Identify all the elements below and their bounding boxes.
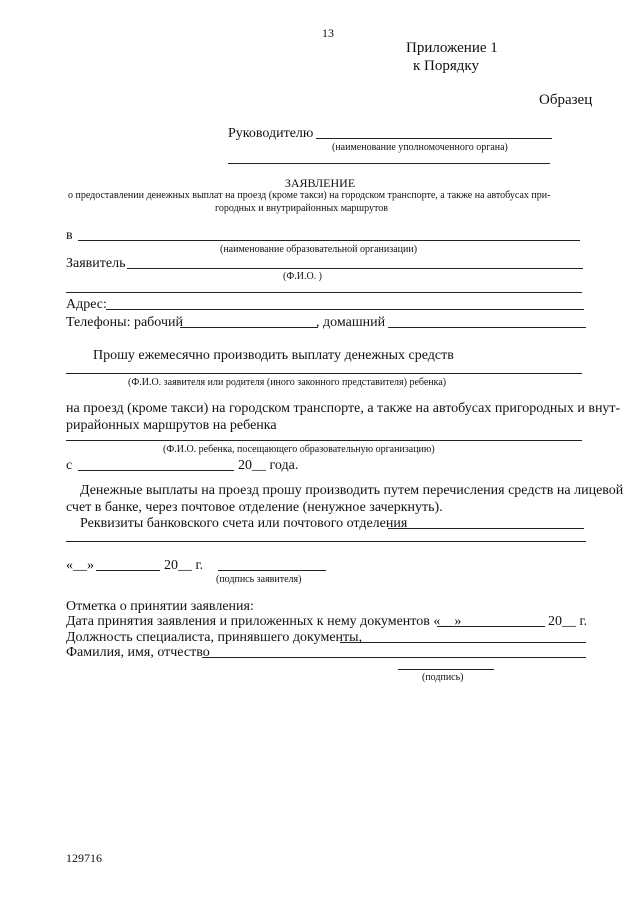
appendix-line1: Приложение 1: [406, 40, 498, 56]
sign-date-line: [96, 570, 160, 571]
title-line-2: городных и внутрирайонных маршрутов: [215, 203, 388, 214]
purpose-line-2: рирайонных маршрутов на ребенка: [66, 418, 277, 433]
work-phone-line: [180, 327, 318, 328]
sign-date-year: 20__ г.: [164, 558, 204, 573]
home-phone-line: [388, 327, 586, 328]
applicant-line-2: [66, 292, 582, 293]
applicant-label: Заявитель: [66, 256, 126, 271]
final-signature-caption: (подпись): [422, 672, 464, 683]
applicant-caption: (Ф.И.О. ): [283, 271, 323, 282]
acceptance-date-line: [437, 626, 545, 627]
home-phone-label: , домашний: [316, 315, 386, 330]
name-line: [202, 657, 586, 658]
request-text: Прошу ежемесячно производить выплату денежных средств: [93, 348, 454, 363]
addressee-line-2: [228, 163, 550, 164]
final-signature-line: [398, 669, 494, 670]
address-line: [106, 309, 584, 310]
signature-caption: (подпись заявителя): [216, 574, 302, 585]
addressee-caption: (наименование уполномоченного органа): [332, 142, 508, 153]
applicant-signature-line: [218, 570, 326, 571]
appendix-line2: к Порядку: [413, 58, 479, 74]
school-line: [78, 240, 580, 241]
child-line: [66, 440, 582, 441]
payment-line-2: счет в банке, через почтовое отделение (ненужное зачеркнуть).: [66, 500, 443, 515]
parent-line: [66, 373, 582, 374]
child-caption: (Ф.И.О. ребенка, посещающего образовательную организацию): [163, 444, 435, 455]
sample-label: Образец: [539, 92, 593, 108]
payment-line-1: Денежные выплаты на проезд прошу производить путем перечисления средств на лицевой: [80, 483, 624, 498]
purpose-line-1: на проезд (кроме такси) на городском транспорте, а также на автобусах пригородных и внут-: [66, 401, 621, 416]
requisites-label: Реквизиты банковского счета или почтового отделения: [80, 516, 408, 531]
school-prefix: в: [66, 228, 73, 243]
school-caption: (наименование образовательной организации): [220, 244, 418, 255]
work-phone-label: Телефоны: рабочий: [66, 315, 183, 330]
acceptance-heading: Отметка о принятии заявления:: [66, 599, 254, 614]
document-code: 129716: [66, 851, 102, 865]
requisites-line: [388, 528, 584, 529]
addressee-label: Руководителю: [228, 126, 314, 141]
position-line: [340, 642, 586, 643]
applicant-line: [127, 268, 583, 269]
position-label: Должность специалиста, принявшего документы,: [66, 630, 363, 645]
acceptance-date-label: Дата принятия заявления и приложенных к нему документов «__»: [66, 614, 462, 629]
name-label: Фамилия, имя, отчество: [66, 645, 210, 660]
address-label: Адрес:: [66, 297, 107, 312]
page-number: 13: [322, 26, 334, 40]
document-title: ЗАЯВЛЕНИЕ: [284, 176, 356, 190]
from-year: 20__ года.: [238, 458, 299, 473]
requisites-line-2: [66, 541, 586, 542]
from-prefix: с: [66, 458, 73, 473]
parent-caption: (Ф.И.О. заявителя или родителя (иного законного представителя) ребенка): [128, 377, 447, 388]
from-date-line: [78, 470, 234, 471]
addressee-line: [316, 138, 552, 139]
acceptance-date-year: 20__ г.: [548, 614, 588, 629]
sign-date-quote: «__»: [66, 558, 94, 573]
title-line-1: о предоставлении денежных выплат на проезд (кроме такси) на городском транспорте, а также на автобусах при-: [68, 190, 551, 201]
